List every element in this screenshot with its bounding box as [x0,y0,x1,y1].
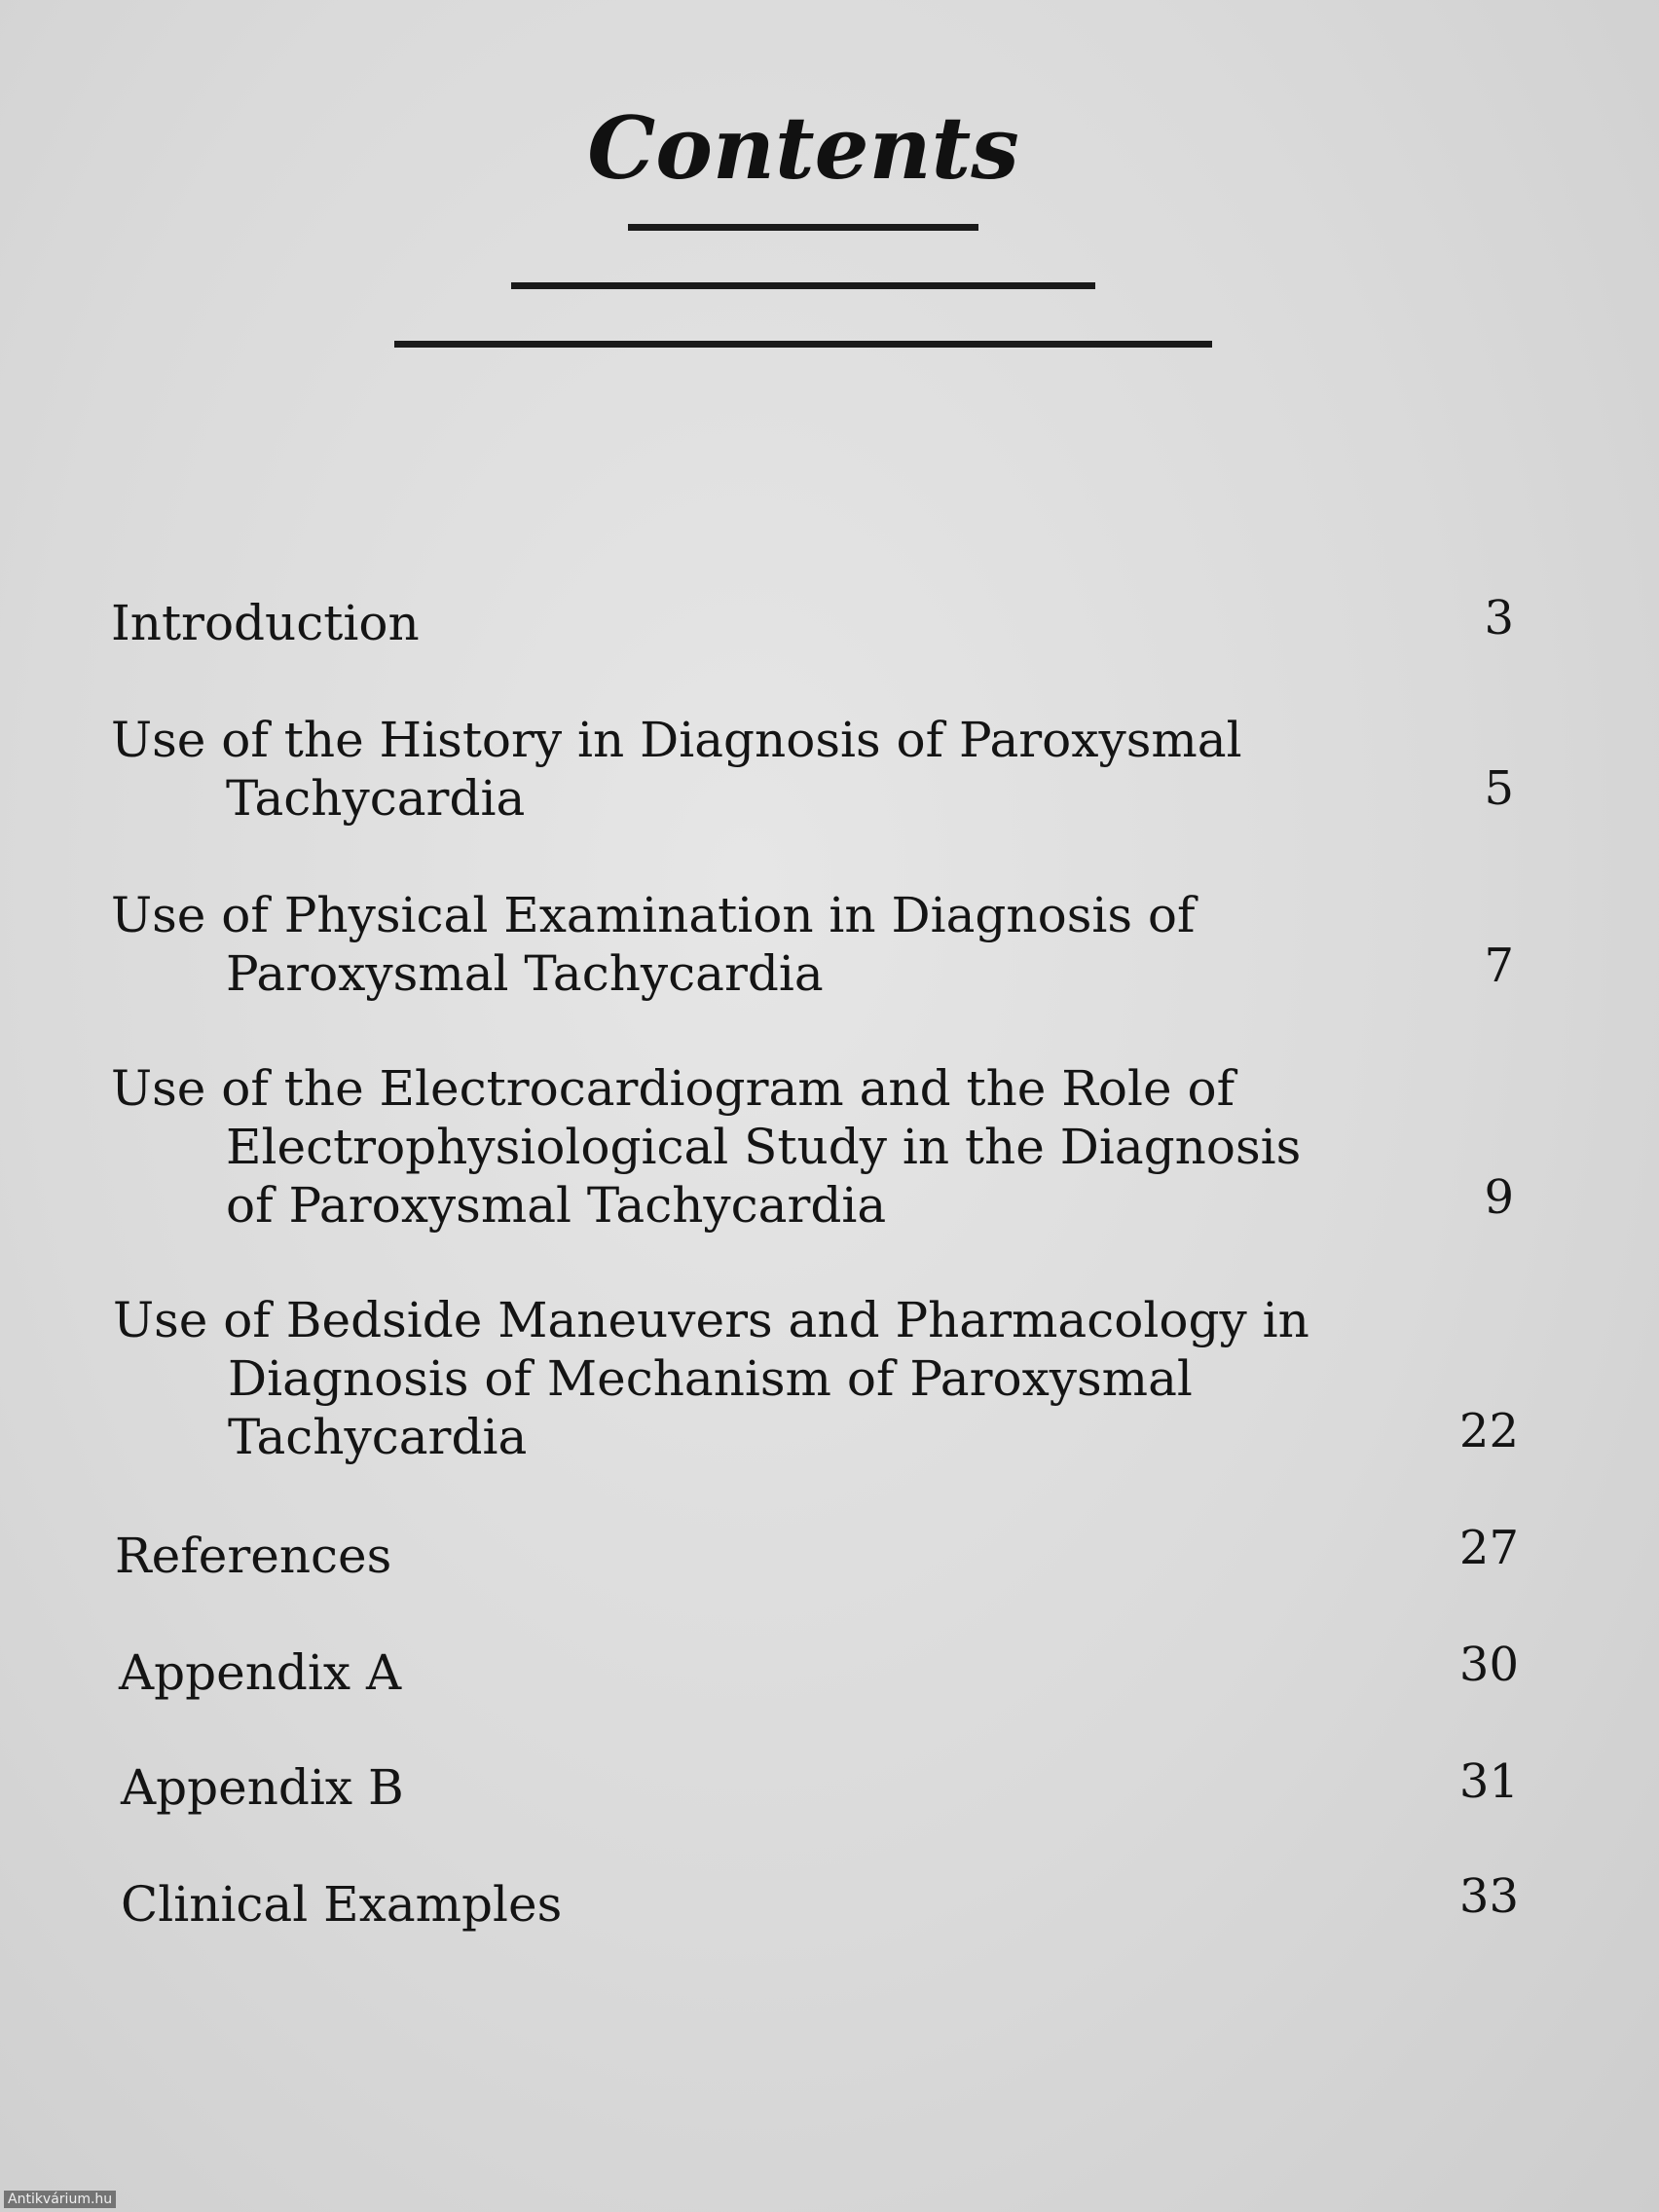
page-title: Contents [587,97,1019,199]
toc-entry-title: Appendix A [119,1644,402,1701]
toc-entry-title-continuation: Tachycardia [226,770,526,827]
toc-entry-title: Introduction [111,595,420,651]
toc-page-number: 22 [1458,1404,1519,1458]
toc-entry-title-continuation: Diagnosis of Mechanism of Paroxysmal [228,1350,1193,1407]
toc-page-number: 5 [1484,761,1514,816]
toc-page-number: 30 [1458,1638,1519,1692]
toc-page-number: 3 [1484,591,1514,645]
toc-entry-title: Clinical Examples [121,1876,563,1933]
toc-entry-title: Use of the Electrocardiogram and the Role of [111,1060,1235,1117]
watermark: Antikvárium.hu [4,2191,116,2208]
toc-entry-physical-examination [111,886,1196,1003]
toc-page-number: 33 [1458,1869,1519,1924]
toc-entry-title-continuation: Tachycardia [228,1409,528,1465]
toc-entry-bedside-maneuvers [113,1291,1309,1466]
toc-entry-title: References [115,1528,392,1584]
toc-entry-title: Use of Physical Examination in Diagnosis of [111,887,1196,943]
toc-entry-history [111,711,1242,828]
toc-entry-references [115,1527,391,1585]
toc-page-number: 27 [1458,1521,1519,1575]
toc-entry-introduction [111,594,420,652]
toc-entry-appendix-b [121,1758,404,1817]
toc-entry-clinical-examples [121,1875,562,1934]
toc-entry-title: Use of the History in Diagnosis of Paroxysmal [111,712,1242,768]
toc-entry-electrocardiogram [111,1059,1301,1235]
toc-entry-title: Use of Bedside Maneuvers and Pharmacology in [113,1292,1309,1348]
toc-page-number: 9 [1484,1170,1514,1225]
toc-entry-title-continuation: Electrophysiological Study in the Diagnosis [226,1119,1302,1175]
toc-entry-title-continuation: Paroxysmal Tachycardia [226,945,824,1002]
toc-page-number: 7 [1484,939,1514,993]
toc-entry-title-continuation: of Paroxysmal Tachycardia [226,1177,887,1234]
toc-entry-title: Appendix B [121,1759,404,1816]
toc-entry-appendix-a [119,1643,401,1702]
toc-page-number: 31 [1458,1754,1519,1809]
